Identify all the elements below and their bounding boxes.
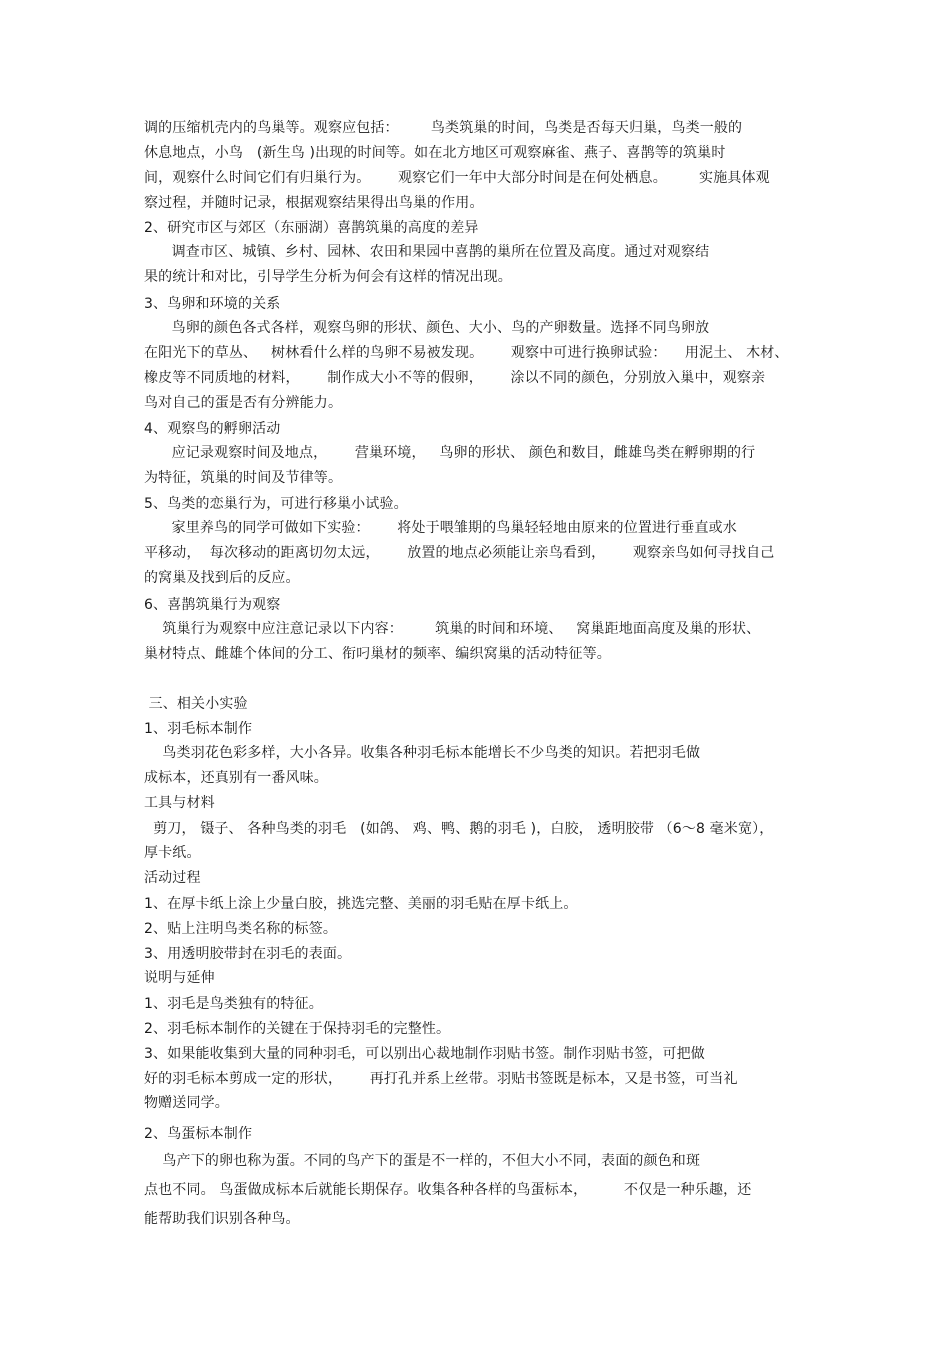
text-line: 筑巢行为观察中应注意记录以下内容： 筑巢的时间和环境、 窝巢距地面高度及巢的形状、 (144, 621, 761, 637)
text-line: 鸟卵的颜色各式各样，观察鸟卵的形状、颜色、大小、鸟的产卵数量。选择不同鸟卵放 (144, 320, 710, 336)
subheading: 工具与材料 (144, 795, 215, 811)
text-line: 能帮助我们识别各种鸟。 (144, 1211, 300, 1227)
text-line: 平移动， 每次移动的距离切勿太远， 放置的地点必须能让亲鸟看到， 观察亲鸟如何寻找自己 (144, 545, 775, 561)
text-line: 果的统计和对比，引导学生分析为何会有这样的情况出现。 (144, 269, 512, 285)
text-line: 应记录观察时间及地点， 营巢环境， 鸟卵的形状、 颜色和数目，雌雄鸟类在孵卵期的行 (144, 445, 756, 461)
text-line: 点也不同。 鸟蛋做成标本后就能长期保存。收集各种各样的鸟蛋标本， 不仅是一种乐趣，还 (144, 1182, 752, 1198)
text-line: 鸟对自己的蛋是否有分辨能力。 (144, 395, 343, 411)
section-heading: 2、研究市区与郊区（东丽湖）喜鹊筑巢的高度的差异 (144, 220, 479, 236)
text-line: 成标本，还真别有一番风味。 (144, 770, 328, 786)
text-line: 家里养鸟的同学可做如下实验： 将处于喂雏期的鸟巢轻轻地由原来的位置进行垂直或水 (144, 520, 737, 536)
text-line: 鸟类羽花色彩多样，大小各异。收集各种羽毛标本能增长不少鸟类的知识。若把羽毛做 (144, 745, 701, 761)
text-line: 的窝巢及找到后的反应。 (144, 570, 300, 586)
section-heading: 4、观察鸟的孵卵活动 (144, 421, 281, 437)
text-line: 调查市区、城镇、乡村、园林、农田和果园中喜鹊的巢所在位置及高度。通过对观察结 (144, 244, 710, 260)
list-item: 1、在厚卡纸上涂上少量白胶，挑选完整、美丽的羽毛贴在厚卡纸上。 (144, 896, 578, 912)
chapter-heading: 三、相关小实验 (144, 696, 248, 712)
text-line: 厚卡纸。 (144, 845, 201, 861)
text-line: 调的压缩机壳内的鸟巢等。观察应包括： 鸟类筑巢的时间，鸟类是否每天归巢，鸟类一般的 (144, 120, 743, 136)
text-line: 橡皮等不同质地的材料， 制作成大小不等的假卵， 涂以不同的颜色，分别放入巢中，观察亲 (144, 370, 766, 386)
text-line: 巢材特点、雌雄个体间的分工、衔叼巢材的频率、编织窝巢的活动特征等。 (144, 646, 611, 662)
list-item: 2、贴上注明鸟类名称的标签。 (144, 921, 338, 937)
section-heading: 2、鸟蛋标本制作 (144, 1126, 253, 1142)
subheading: 活动过程 (144, 870, 201, 886)
text-line: 间，观察什么时间它们有归巢行为。 观察它们一年中大部分时间是在何处栖息。 实施具体观 (144, 170, 770, 186)
list-item: 3、用透明胶带封在羽毛的表面。 (144, 946, 352, 962)
text-line: 好的羽毛标本剪成一定的形状， 再打孔并系上丝带。羽贴书签既是标本，又是书签，可当礼 (144, 1071, 738, 1087)
list-item: 3、如果能收集到大量的同种羽毛，可以别出心裁地制作羽贴书签。制作羽贴书签，可把做 (144, 1046, 705, 1062)
subheading: 说明与延伸 (144, 970, 215, 986)
text-line: 休息地点，小鸟 (新生鸟 )出现的时间等。如在北方地区可观察麻雀、燕子、喜鹊等的筑巢时 (144, 145, 726, 161)
text-line: 察过程，并随时记录，根据观察结果得出鸟巢的作用。 (144, 195, 484, 211)
section-heading: 1、羽毛标本制作 (144, 721, 253, 737)
text-line: 为特征，筑巢的时间及节律等。 (144, 470, 343, 486)
section-heading: 3、鸟卵和环境的关系 (144, 296, 281, 312)
list-item: 1、羽毛是鸟类独有的特征。 (144, 996, 323, 1012)
list-item: 2、羽毛标本制作的关键在于保持羽毛的完整性。 (144, 1021, 451, 1037)
text-line: 剪刀， 镊子、 各种鸟类的羽毛 (如鸽、 鸡、鸭、鹅的羽毛 )，白胶， 透明胶带 （6～8 毫米宽）， (144, 821, 774, 837)
text-line: 物赠送同学。 (144, 1095, 229, 1111)
text-line: 鸟产下的卵也称为蛋。不同的鸟产下的蛋是不一样的，不但大小不同，表面的颜色和斑 (144, 1153, 701, 1169)
section-heading: 6、喜鹊筑巢行为观察 (144, 597, 281, 613)
section-heading: 5、鸟类的恋巢行为，可进行移巢小试验。 (144, 496, 408, 512)
text-line: 在阳光下的草丛、 树林看什么样的鸟卵不易被发现。 观察中可进行换卵试验： 用泥土、 木材、 (144, 345, 789, 361)
